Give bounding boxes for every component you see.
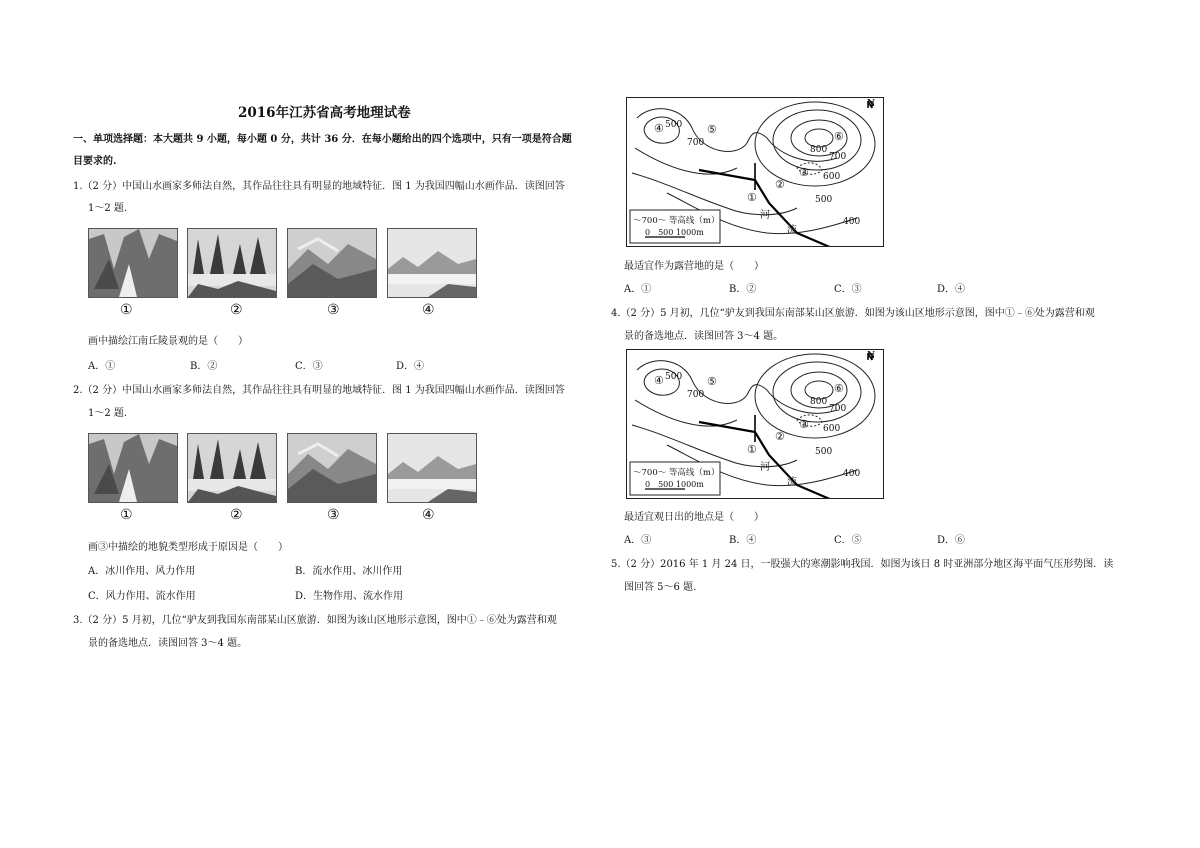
- contour-label-800: 800: [810, 397, 828, 407]
- q4-option-c[interactable]: C．⑤: [834, 535, 862, 546]
- point-3-marker: ③: [799, 166, 809, 179]
- painting-2-label: ②: [230, 302, 243, 318]
- topographic-map-2: [626, 349, 884, 499]
- contour-label-700-right: 700: [829, 404, 847, 414]
- q1-option-a[interactable]: A．①: [88, 361, 116, 372]
- q1-stem-line2: 1～2 题.: [88, 203, 128, 214]
- point-5-marker: ⑤: [707, 375, 717, 388]
- painting-2-label: ②: [230, 507, 243, 523]
- painting-2-image: [187, 228, 277, 298]
- q1-stem-line1: 1.（2 分）中国山水画家多师法自然，其作品往往具有明显的地域特征．图 1 为我国四幅山水画作品．读图回答: [73, 181, 565, 192]
- q2-stem-line1: 2.（2 分）中国山水画家多师法自然，其作品往往具有明显的地域特征．图 1 为我国四幅山水画作品．读图回答: [73, 385, 565, 396]
- q4-option-b[interactable]: B．④: [729, 535, 757, 546]
- contour-label-700-left: 700: [687, 138, 705, 148]
- contour-label-600: 600: [823, 172, 841, 182]
- q4-stem-line1: 4.（2 分）5 月初，几位“驴友到我国东南部某山区旅游．如图为该山区地形示意图，图中①﹣⑥处为露营和观: [611, 308, 1095, 319]
- painting-1-label: ①: [120, 302, 133, 318]
- contour-label-500-right: 500: [815, 195, 833, 205]
- contour-label-800: 800: [810, 145, 828, 155]
- q5-stem-line1: 5.（2 分）2016 年 1 月 24 日，一股强大的寒潮影响我国．如图为该日 8 时亚洲部分地区海平面气压形势图．读: [611, 559, 1114, 570]
- contour-label-700-right: 700: [829, 152, 847, 162]
- contour-label-500: 500: [665, 120, 683, 130]
- q1-option-c[interactable]: C．③: [295, 361, 323, 372]
- q5-stem-line2: 图回答 5～6 题.: [624, 582, 697, 593]
- page-title: 2016年江苏省高考地理试卷: [238, 105, 411, 121]
- q4-stem-line2: 景的备选地点．读图回答 3～4 题。: [624, 331, 784, 342]
- q2-option-c[interactable]: C．风力作用、流水作用: [88, 591, 196, 602]
- q4-option-a[interactable]: A．③: [624, 535, 652, 546]
- point-6-marker: ⑥: [834, 382, 844, 395]
- section-header-line2: 目要求的.: [73, 156, 117, 167]
- river-label-1: 河: [760, 462, 770, 473]
- map-legend-contour: ～700～ 等高线（m）: [633, 468, 720, 478]
- contour-label-700-left: 700: [687, 390, 705, 400]
- point-4-marker: ④: [654, 374, 664, 387]
- q1-question: 画中描绘江南丘陵景观的是（ ）: [88, 336, 248, 347]
- map-legend-contour: ～700～ 等高线（m）: [633, 216, 720, 226]
- painting-4-image: [387, 433, 477, 503]
- contour-label-500: 500: [665, 372, 683, 382]
- contour-label-400: 400: [843, 469, 861, 479]
- painting-3-image: [287, 433, 377, 503]
- q3-option-a[interactable]: A．①: [624, 284, 652, 295]
- q3-stem-line2: 景的备选地点．读图回答 3～4 题。: [88, 638, 248, 649]
- q3-stem-line1: 3.（2 分）5 月初，几位“驴友到我国东南部某山区旅游．如图为该山区地形示意图，图中①﹣⑥处为露营和观: [73, 615, 557, 626]
- section-header-line1: 一、单项选择题：本大题共 9 小题，每小题 0 分，共计 36 分．在每小题给出的四个选项中，只有一项是符合题: [73, 134, 572, 145]
- point-4-marker: ④: [654, 122, 664, 135]
- map-scale-bar: 0 500 1000m: [645, 228, 704, 237]
- map-scale-bar: 0 500 1000m: [645, 480, 704, 489]
- painting-4-label: ④: [422, 302, 435, 318]
- q2-option-a[interactable]: A．冰川作用、风力作用: [88, 566, 196, 577]
- painting-3-image: [287, 228, 377, 298]
- contour-label-600: 600: [823, 424, 841, 434]
- painting-1-label: ①: [120, 507, 133, 523]
- q2-stem-line2: 1～2 题.: [88, 408, 128, 419]
- q3-option-c[interactable]: C．③: [834, 284, 862, 295]
- painting-4-image: [387, 228, 477, 298]
- painting-2-image: [187, 433, 277, 503]
- point-5-marker: ⑤: [707, 123, 717, 136]
- north-arrow-label: N: [867, 351, 876, 361]
- point-2-marker: ②: [775, 430, 785, 443]
- river-label-2: 流: [787, 477, 797, 488]
- painting-1-image: [88, 228, 178, 298]
- q3-option-b[interactable]: B．②: [729, 284, 757, 295]
- point-1-marker: ①: [747, 191, 757, 204]
- painting-4-label: ④: [422, 507, 435, 523]
- q4-question: 最适宜观日出的地点是（ ）: [624, 512, 764, 523]
- point-2-marker: ②: [775, 178, 785, 191]
- q1-option-d[interactable]: D．④: [396, 361, 425, 372]
- point-6-marker: ⑥: [834, 130, 844, 143]
- north-arrow-label: N: [867, 99, 876, 109]
- contour-label-400: 400: [843, 217, 861, 227]
- q1-option-b[interactable]: B．②: [190, 361, 218, 372]
- q2-option-d[interactable]: D．生物作用、流水作用: [295, 591, 404, 602]
- q2-question: 画③中描绘的地貌类型形成于原因是（ ）: [88, 542, 288, 553]
- point-1-marker: ①: [747, 443, 757, 456]
- painting-3-label: ③: [327, 507, 340, 523]
- painting-1-image: [88, 433, 178, 503]
- q3-question: 最适宜作为露营地的是（ ）: [624, 261, 764, 272]
- contour-label-500-right: 500: [815, 447, 833, 457]
- river-label-2: 流: [787, 225, 797, 236]
- topographic-map-1: [626, 97, 884, 247]
- q3-option-d[interactable]: D．④: [937, 284, 966, 295]
- q2-option-b[interactable]: B．流水作用、冰川作用: [295, 566, 403, 577]
- q4-option-d[interactable]: D．⑥: [937, 535, 966, 546]
- painting-3-label: ③: [327, 302, 340, 318]
- river-label-1: 河: [760, 210, 770, 221]
- point-3-marker: ③: [799, 418, 809, 431]
